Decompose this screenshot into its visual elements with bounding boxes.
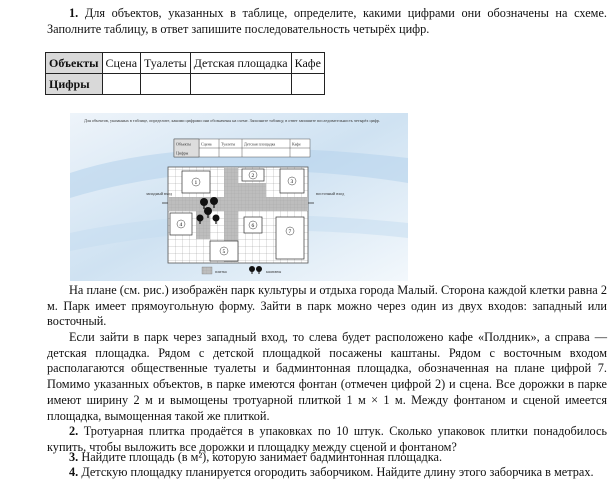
table-row — [46, 74, 325, 95]
digit-cell[interactable] — [102, 74, 141, 95]
task-text: Для объектов, указанных в таблице, определите, какими цифрами они обозначены на схеме. Заполните таблицу, в ответ запишите последовательность четырёх цифр. — [47, 6, 607, 36]
east-entrance-label: восточный вход — [316, 191, 345, 196]
park-plan-svg — [70, 113, 408, 281]
mini-toilets: Туалеты — [221, 141, 236, 147]
digit-cell[interactable] — [291, 74, 324, 95]
question-text: Найдите площадь (в м²), которую занимает бадминтонная площадка. — [81, 450, 443, 464]
legend-trees-label: каштаны — [266, 269, 282, 274]
west-entrance-label: западный вход — [146, 191, 173, 196]
paragraph-description: Если зайти в парк через западный вход, то слева будет расположено кафе «Полдник», а справа — детская площадка. Рядом с детской площадкой посажены каштаны. Рядом с восточным входом располагаются общественные туалеты и бадминтонная площадка, обозначенная на плане цифрой 7. Помимо указанных объектов, в парке имеются фонтан (отмечен цифрой 2) и сцена. Все дорожки в парке имеют ширину 2 м и вымощены тротуарной плиткой 1 м × 1 м. Между фонтаном и сценой имеется площадка, вымощенная такой же плиткой. — [47, 330, 607, 423]
mini-task-text: Для объектов, указанных в таблице, определите, какими цифрами они обозначены на схеме. Заполните таблицу, в ответ запишите последовательность четырёх цифр. — [84, 118, 380, 123]
question-text: Тротуарная плитка продаётся в упаковках по 10 штук. Сколько упаковок плитки понадобилось купить, чтобы выложить все дорожки и площадку между сценой и фонтаном? — [47, 424, 608, 454]
mini-table — [174, 139, 310, 157]
digit-cell[interactable] — [141, 74, 191, 95]
object-cell: Детская площадка — [190, 53, 291, 74]
mini-cafe: Кафе — [292, 141, 301, 147]
question-number: 3. — [69, 450, 79, 464]
question-number: 2. — [69, 424, 79, 438]
question-number: 4. — [69, 465, 79, 479]
mini-digits: Цифры — [176, 150, 189, 156]
park-map — [162, 167, 314, 263]
mini-objects: Объекты — [176, 141, 191, 147]
number-2: 2 — [251, 173, 255, 179]
objects-header: Объекты — [46, 53, 103, 74]
mini-playground: Детская площадка — [244, 141, 276, 147]
question-3 — [47, 450, 607, 466]
number-7: 7 — [288, 229, 292, 235]
legend-tile-label: плитка — [215, 269, 227, 274]
digits-header: Цифры — [46, 74, 103, 95]
object-7-badminton — [276, 217, 304, 259]
digit-cell[interactable] — [190, 74, 291, 95]
question-text: Детскую площадку планируется огородить заборчиком. Найдите длину этого заборчика в метрах. — [81, 465, 594, 479]
number-4: 4 — [179, 222, 183, 228]
object-cell: Сцена — [102, 53, 141, 74]
task-number: 1. — [69, 6, 79, 20]
mini-stage: Сцена — [201, 141, 212, 147]
number-1: 1 — [194, 180, 198, 186]
task-1-text — [47, 6, 607, 37]
object-cell: Кафе — [291, 53, 324, 74]
answer-table — [45, 52, 325, 95]
number-5: 5 — [222, 249, 226, 255]
table-row — [46, 53, 325, 74]
park-plan-figure — [70, 113, 408, 281]
tiled-square — [238, 183, 266, 197]
number-3: 3 — [290, 179, 294, 185]
legend-tile-swatch — [202, 267, 212, 274]
number-6: 6 — [251, 223, 255, 229]
paragraph-plan: На плане (см. рис.) изображён парк культуры и отдыха города Малый. Сторона каждой клетки равна 2 м. Парк имеет прямоугольную форму. Зайти в парк можно через один из двух входов: западный или восточный. — [47, 283, 607, 329]
question-4 — [47, 465, 607, 481]
object-cell: Туалеты — [141, 53, 191, 74]
